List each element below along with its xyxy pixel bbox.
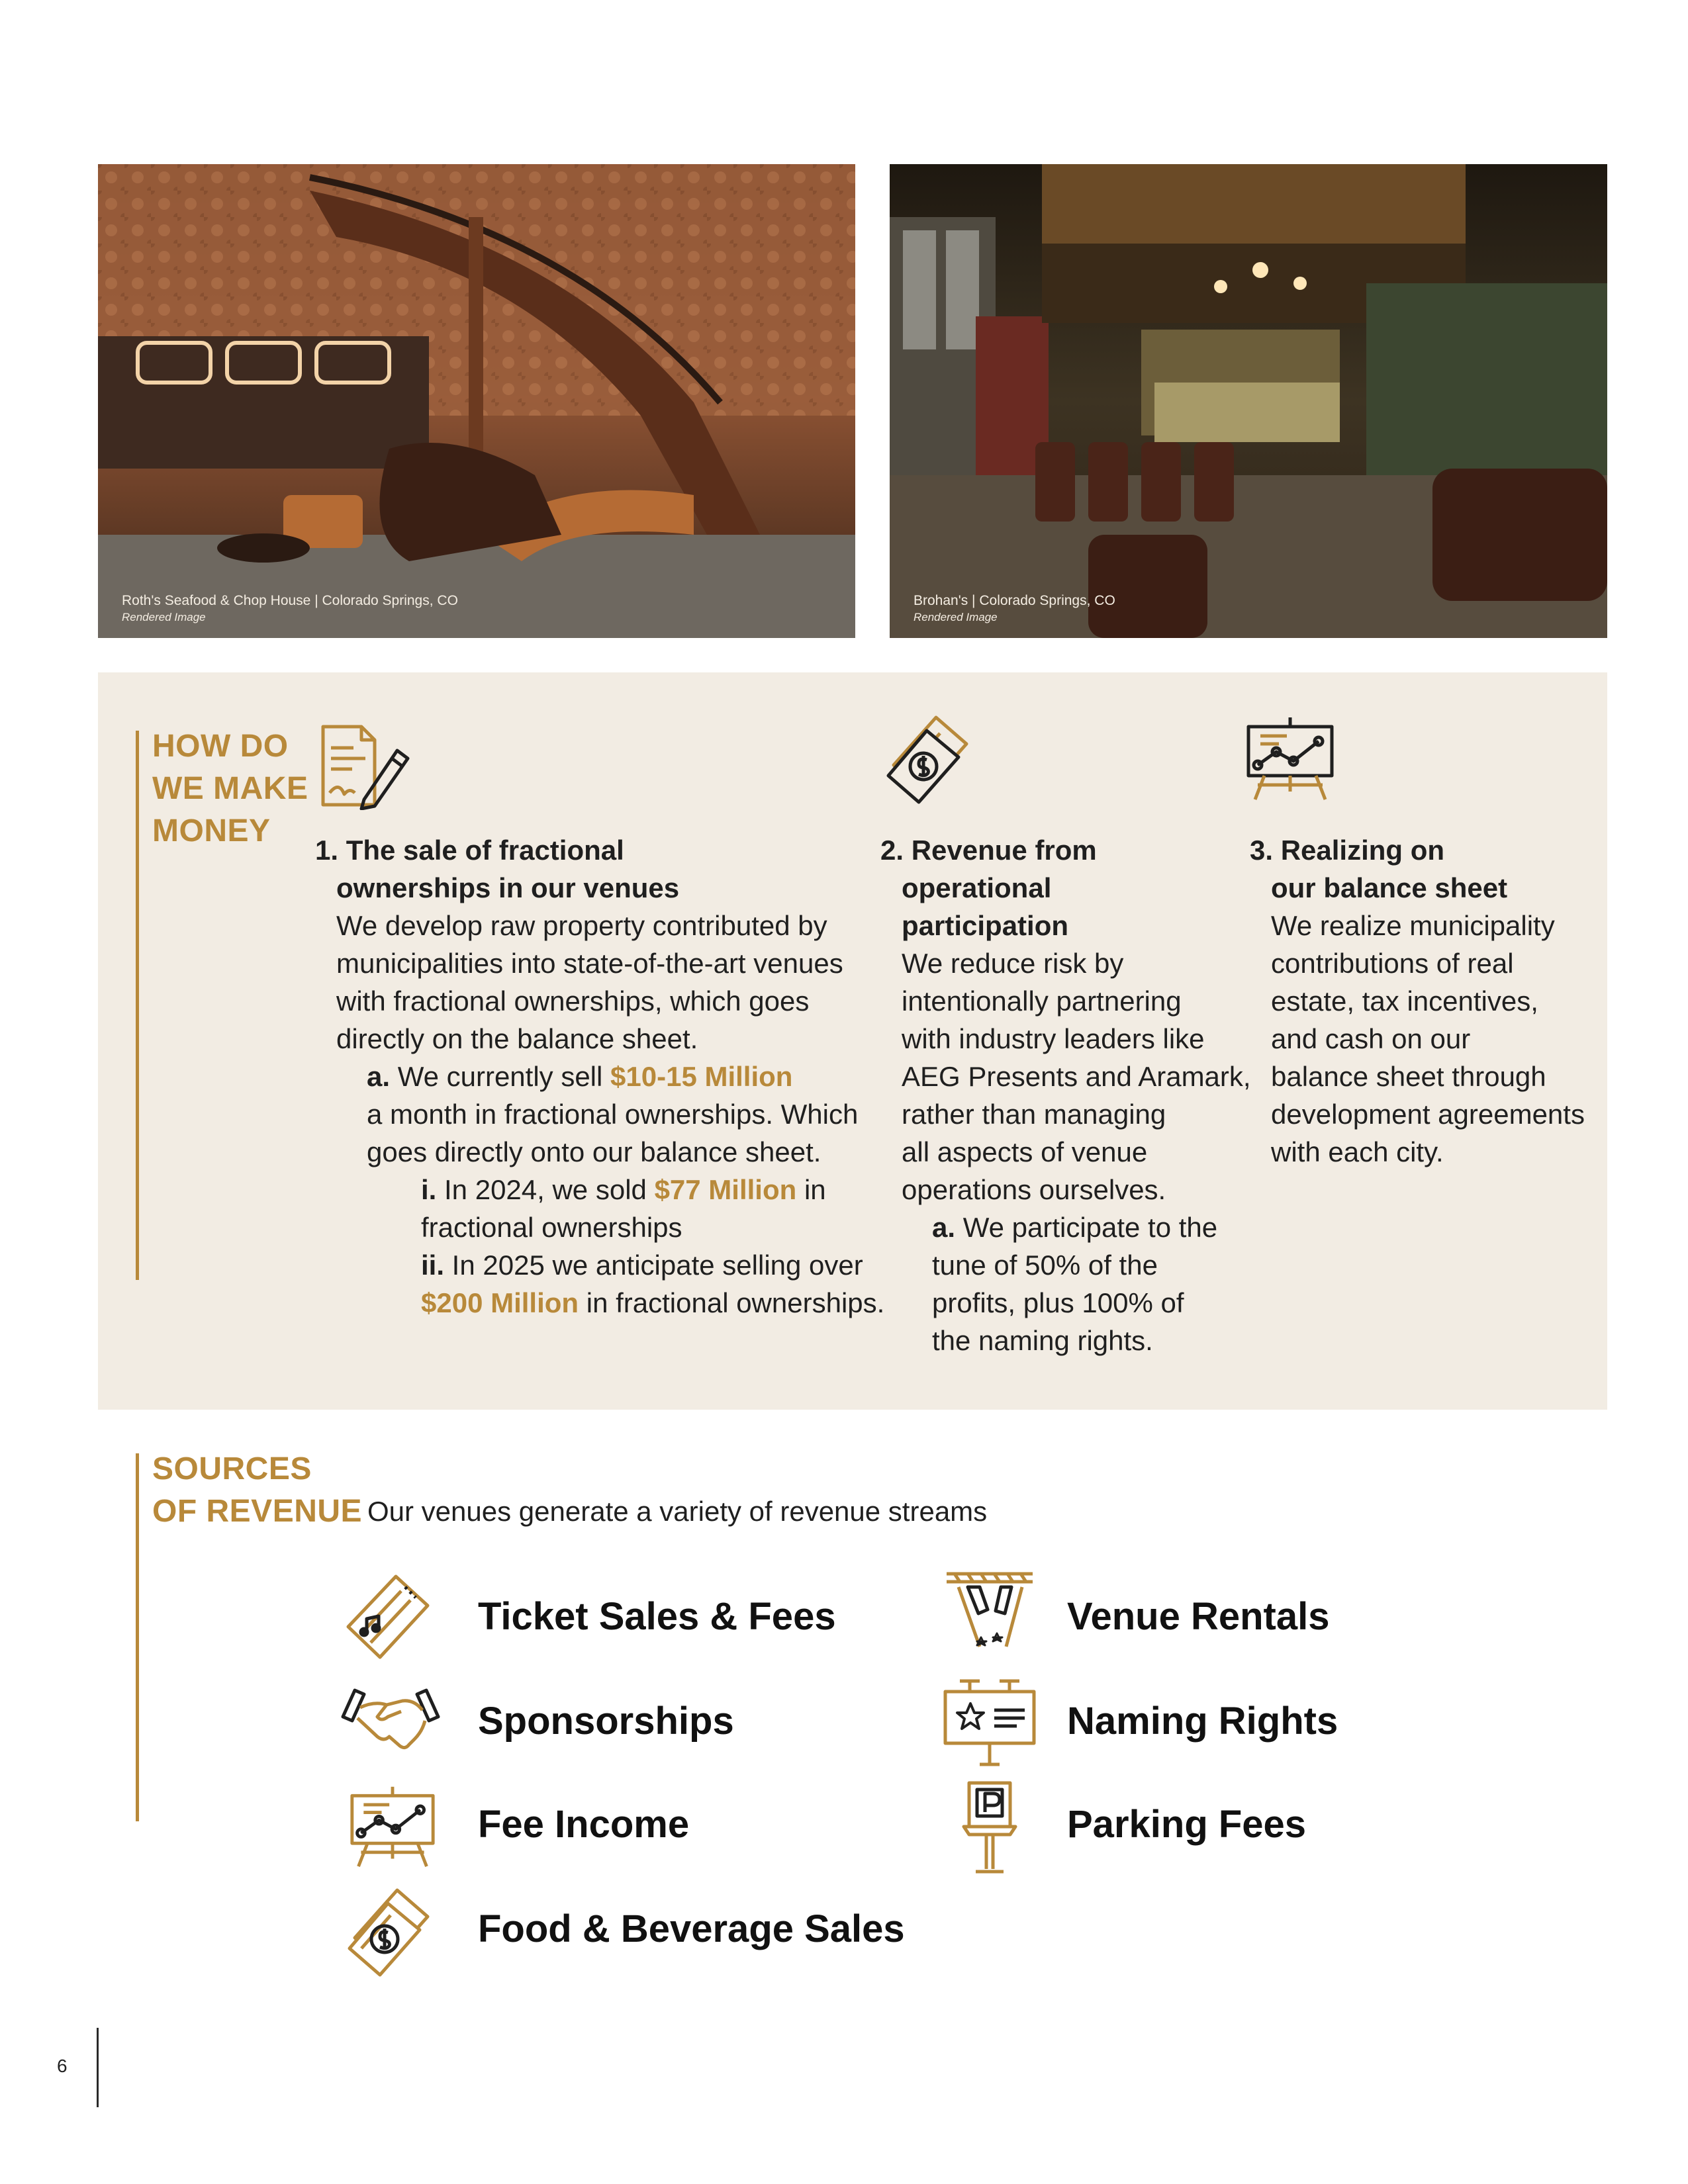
method-2-title: 2. Revenue from xyxy=(880,835,1097,866)
revenue-method-3 xyxy=(1250,831,1585,1171)
document-pen-icon xyxy=(315,721,412,810)
method-2-body: rather than managing xyxy=(902,1099,1166,1130)
method-2-body: all aspects of venue xyxy=(902,1136,1148,1167)
point-text: In 2024, we sold xyxy=(436,1174,655,1205)
sources-section-rule xyxy=(136,1453,139,1821)
method-1-title: 1. The sale of fractional xyxy=(315,835,624,866)
how-heading-line: MONEY xyxy=(152,813,271,848)
ticket-icon xyxy=(338,1567,437,1666)
method-3-title: 3. Realizing on xyxy=(1250,835,1445,866)
revenue-stream-fee-income: Fee Income xyxy=(478,1803,690,1846)
how-heading-line: WE MAKE xyxy=(152,771,308,806)
revenue-method-2 xyxy=(880,831,1251,1359)
sources-heading xyxy=(152,1448,362,1533)
billboard-icon xyxy=(940,1674,1039,1767)
point-text: fractional ownerships xyxy=(421,1212,682,1243)
point-label: a. xyxy=(367,1061,391,1092)
page-number-rule xyxy=(97,2028,99,2107)
how-section-rule xyxy=(136,731,139,1280)
method-2-body: operations ourselves. xyxy=(902,1174,1166,1205)
how-heading xyxy=(152,725,308,852)
point-text: in fractional ownerships. xyxy=(579,1287,885,1318)
point-text: We participate to the xyxy=(955,1212,1218,1243)
point-text: a month in fractional ownerships. Which xyxy=(367,1099,859,1130)
method-2-body: AEG Presents and Aramark, xyxy=(902,1061,1251,1092)
point-text: profits, plus 100% of xyxy=(932,1287,1184,1318)
method-3-body: with each city. xyxy=(1271,1136,1444,1167)
method-3-body: We realize municipality xyxy=(1271,910,1555,941)
chart-easel-icon xyxy=(1244,712,1336,803)
photo-caption-roths xyxy=(122,592,458,625)
amount-highlight: $200 Million xyxy=(421,1287,579,1318)
revenue-stream-parking-fees: Parking Fees xyxy=(1067,1803,1307,1846)
method-1-title: ownerships in our venues xyxy=(336,872,680,903)
method-2-title: operational xyxy=(902,872,1052,903)
photo-caption-note: Rendered Image xyxy=(914,611,998,623)
photo-caption-venue: Roth's Seafood & Chop House | Colorado Springs, CO xyxy=(122,593,458,608)
amount-highlight: $10-15 Million xyxy=(610,1061,793,1092)
sources-intro: Our venues generate a variety of revenue streams xyxy=(367,1496,988,1527)
method-1-point-i xyxy=(421,1171,884,1208)
method-1-body: directly on the balance sheet. xyxy=(336,1023,698,1054)
spotlight-stage-icon xyxy=(940,1567,1039,1666)
revenue-stream-food-beverage: Food & Beverage Sales xyxy=(478,1907,905,1950)
method-2-title: participation xyxy=(902,910,1069,941)
method-3-body: development agreements xyxy=(1271,1099,1585,1130)
method-2-point-a xyxy=(932,1208,1251,1246)
brohans-interior-image xyxy=(890,164,1607,638)
handshake-icon xyxy=(338,1681,444,1760)
method-3-body: estate, tax incentives, xyxy=(1271,985,1538,1017)
method-3-body: and cash on our xyxy=(1271,1023,1471,1054)
photo-caption-note: Rendered Image xyxy=(122,611,206,623)
amount-highlight: $77 Million xyxy=(654,1174,797,1205)
point-text: In 2025 we anticipate selling over xyxy=(444,1250,863,1281)
page-number: 6 xyxy=(57,2056,68,2076)
photo-roths-interior xyxy=(98,164,855,638)
revenue-method-1 xyxy=(315,831,884,1322)
money-icon xyxy=(342,1880,441,1979)
method-3-title: our balance sheet xyxy=(1271,872,1508,903)
money-icon xyxy=(880,707,980,806)
photo-caption-venue: Brohan's | Colorado Springs, CO xyxy=(914,593,1115,608)
parking-meter-icon xyxy=(960,1779,1019,1876)
method-2-body: We reduce risk by xyxy=(902,948,1124,979)
point-text: the naming rights. xyxy=(932,1325,1153,1356)
roths-interior-image xyxy=(98,164,855,638)
photo-brohans-interior xyxy=(890,164,1607,638)
photo-caption-brohans xyxy=(914,592,1115,625)
revenue-stream-sponsorships: Sponsorships xyxy=(478,1700,734,1743)
method-3-body: contributions of real xyxy=(1271,948,1514,979)
point-text: We currently sell xyxy=(390,1061,611,1092)
method-3-body: balance sheet through xyxy=(1271,1061,1546,1092)
sources-heading-line: SOURCES xyxy=(152,1451,312,1486)
point-label: a. xyxy=(932,1212,956,1243)
revenue-stream-ticket-sales: Ticket Sales & Fees xyxy=(478,1595,836,1638)
point-text: tune of 50% of the xyxy=(932,1250,1158,1281)
method-1-point-a xyxy=(367,1058,884,1095)
method-1-body: We develop raw property contributed by xyxy=(336,910,827,941)
method-2-body: with industry leaders like xyxy=(902,1023,1205,1054)
revenue-stream-naming-rights: Naming Rights xyxy=(1067,1700,1338,1743)
point-text: in xyxy=(796,1174,826,1205)
method-1-body: municipalities into state-of-the-art venues xyxy=(336,948,843,979)
point-label: i. xyxy=(421,1174,437,1205)
method-1-body: with fractional ownerships, which goes xyxy=(336,985,810,1017)
point-text: goes directly onto our balance sheet. xyxy=(367,1136,821,1167)
method-2-body: intentionally partnering xyxy=(902,985,1182,1017)
sources-heading-line: OF REVENUE xyxy=(152,1494,363,1529)
revenue-stream-venue-rentals: Venue Rentals xyxy=(1067,1595,1330,1638)
how-heading-line: HOW DO xyxy=(152,729,289,764)
chart-easel-icon xyxy=(348,1782,437,1870)
method-1-point-ii xyxy=(421,1246,884,1284)
point-label: ii. xyxy=(421,1250,445,1281)
